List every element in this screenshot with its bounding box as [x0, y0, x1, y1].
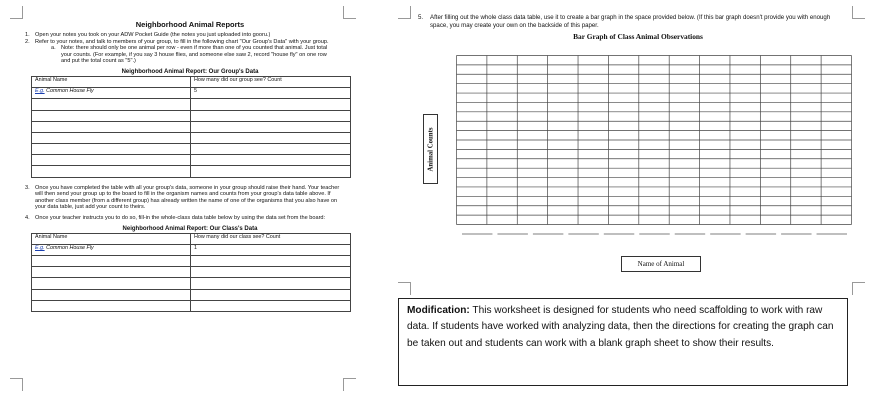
example-count-cell[interactable]: 5	[191, 88, 351, 99]
column-header-count: How many did our group see? Count	[191, 76, 351, 87]
worksheet-title: Neighborhood Animal Reports	[135, 20, 245, 29]
empty-cell[interactable]	[32, 132, 191, 143]
table-row	[32, 88, 351, 99]
empty-cell[interactable]	[191, 132, 351, 143]
empty-cell[interactable]	[32, 289, 191, 300]
instruction-3	[25, 185, 355, 211]
modification-label: Modification:	[407, 305, 470, 316]
empty-cell[interactable]	[32, 99, 191, 110]
example-animal-cell[interactable]	[32, 244, 191, 255]
blank-graph-grid[interactable]	[456, 55, 852, 225]
table-row	[32, 300, 351, 311]
modification-text: This worksheet is designed for students who need scaffolding to work with raw data. If students have worked with analyzing data, then the directions for creating the graph can be taken out and students can work with a blank graph sheet to show their results.	[407, 305, 834, 349]
instruction-text: Open your notes you took on your ADW Pocket Guide (the notes you just uploaded into gooru.)	[35, 32, 271, 38]
instruction-text: Once you have completed the table with all your group's data, someone in your group should raise their hand. Your teacher will then send your group up to the board to fill in the organism names and counts from your group's data table above. If another class member (from a different group) has already written the name of one of the organisms that you also have on your data table, just add your count to theirs.	[35, 184, 340, 211]
table-row	[32, 144, 351, 155]
empty-cell[interactable]	[191, 155, 351, 166]
instruction-5	[418, 14, 858, 29]
page-corner-mark	[10, 6, 23, 19]
column-header-animal-name: Animal Name	[32, 233, 191, 244]
instruction-2	[25, 39, 355, 46]
steps-section	[25, 185, 355, 222]
page-corner-mark	[398, 282, 411, 295]
empty-cell[interactable]	[32, 110, 191, 121]
empty-cell[interactable]	[191, 166, 351, 177]
table-row	[32, 256, 351, 267]
instruction-number: a.	[51, 45, 56, 52]
instruction-sub-note	[25, 45, 355, 65]
empty-cell[interactable]	[191, 144, 351, 155]
empty-cell[interactable]	[32, 155, 191, 166]
table-row	[32, 121, 351, 132]
group-data-table	[31, 76, 351, 178]
instruction-text: After filling out the whole class data table, use it to create a bar graph in the space provided below. (If this bar graph doesn't provide you with enough space, you may create your own on the backside of this paper.	[430, 14, 831, 29]
modification-note-box	[398, 298, 848, 386]
instruction-number: 2.	[25, 38, 30, 45]
example-animal: Common House Fly	[46, 88, 94, 95]
empty-cell[interactable]	[191, 99, 351, 110]
category-blanks	[460, 231, 850, 237]
group-table-title: Neighborhood Animal Report: Our Group's Data	[121, 68, 259, 75]
instruction-number: 1.	[25, 32, 30, 38]
table-row	[32, 289, 351, 300]
table-header-row	[32, 76, 351, 87]
empty-cell[interactable]	[32, 256, 191, 267]
empty-cell[interactable]	[191, 256, 351, 267]
empty-cell[interactable]	[191, 267, 351, 278]
empty-cell[interactable]	[191, 278, 351, 289]
empty-cell[interactable]	[32, 300, 191, 311]
page-corner-mark	[852, 282, 865, 295]
empty-cell[interactable]	[191, 300, 351, 311]
instruction-number: 3.	[25, 184, 30, 191]
class-table-title: Neighborhood Animal Report: Our Class's Data	[122, 225, 258, 232]
table-row	[32, 110, 351, 121]
graph-title: Bar Graph of Class Animal Observations	[573, 32, 703, 42]
empty-cell[interactable]	[191, 121, 351, 132]
page-corner-mark	[343, 378, 356, 391]
instruction-text: Note: there should only be one animal per row - even if more than one of you counted that animal. Just total your counts. (For example, if you say 3 house flies, and someone else saw 2, record "house fly" on one row and put the total count as "5".)	[61, 45, 328, 65]
empty-cell[interactable]	[32, 166, 191, 177]
class-data-table	[31, 233, 351, 312]
instruction-4	[25, 215, 355, 222]
column-header-count: How many did our class see? Count	[191, 233, 351, 244]
instruction-number: 5.	[418, 14, 424, 21]
y-axis-label-box	[423, 114, 438, 184]
instruction-1	[25, 32, 355, 39]
page-corner-mark	[398, 6, 411, 19]
example-animal: Common House Fly	[46, 244, 94, 251]
empty-cell[interactable]	[32, 121, 191, 132]
instruction-number: 4.	[25, 215, 30, 222]
table-row	[32, 278, 351, 289]
empty-cell[interactable]	[191, 289, 351, 300]
empty-cell[interactable]	[32, 267, 191, 278]
column-header-animal-name: Animal Name	[32, 76, 191, 87]
table-row	[32, 155, 351, 166]
table-row	[32, 166, 351, 177]
table-row	[32, 132, 351, 143]
example-prefix: E.g.	[35, 88, 45, 95]
x-axis-label: Name of Animal	[621, 256, 701, 272]
worksheet-page-right	[418, 14, 858, 268]
instruction-text: Refer to your notes, and talk to members of your group, to fill in the following chart "Our Group's Data" with your group.	[35, 38, 329, 45]
empty-cell[interactable]	[32, 278, 191, 289]
empty-cell[interactable]	[191, 110, 351, 121]
table-header-row	[32, 233, 351, 244]
table-row	[32, 99, 351, 110]
worksheet-page-left	[25, 14, 355, 312]
example-count-cell[interactable]: 1	[191, 244, 351, 255]
table-row	[32, 267, 351, 278]
table-row	[32, 244, 351, 255]
y-axis-label: Animal Counts	[427, 126, 435, 172]
empty-cell[interactable]	[32, 144, 191, 155]
page-corner-mark	[10, 378, 23, 391]
instruction-text: Once your teacher instructs you to do so, fill-in the whole-class data table below by using the data set from the board:	[35, 215, 326, 222]
example-animal-cell[interactable]	[32, 88, 191, 99]
example-prefix: E.g.	[35, 244, 45, 251]
